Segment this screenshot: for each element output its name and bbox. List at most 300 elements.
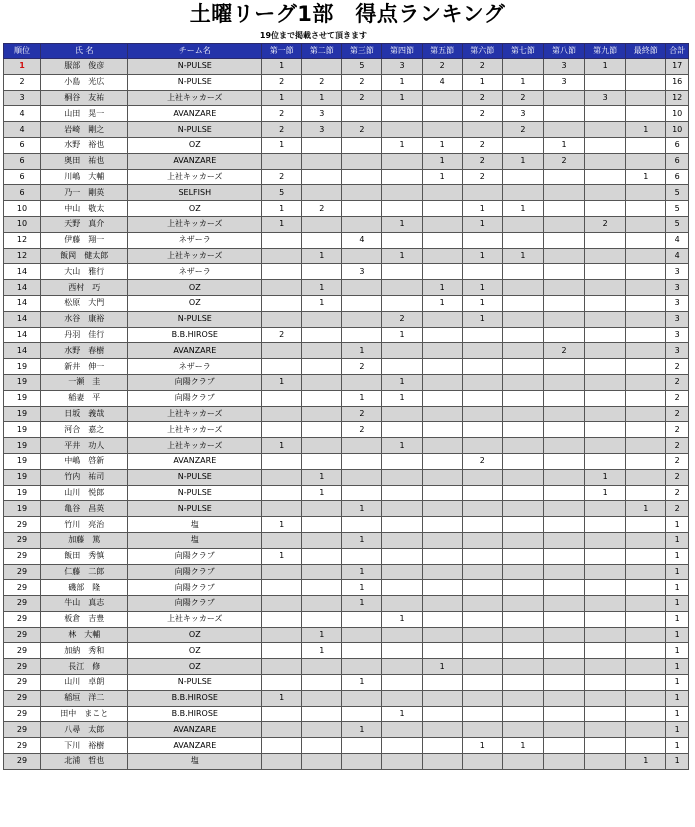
total-goals-cell: 16 — [666, 74, 689, 90]
section-goals-cell: 1 — [382, 137, 422, 153]
section-goals-cell: 2 — [585, 216, 626, 232]
section-goals-cell — [543, 469, 584, 485]
section-goals-cell — [502, 374, 543, 390]
section-goals-cell — [382, 564, 422, 580]
section-goals-cell — [262, 675, 302, 691]
section-goals-cell: 1 — [422, 280, 462, 296]
team-name-cell: ネザーラ — [128, 359, 262, 375]
section-goals-cell — [543, 264, 584, 280]
team-name-cell: 向陽クラブ — [128, 374, 262, 390]
section-goals-cell: 1 — [342, 343, 382, 359]
section-goals-cell — [626, 564, 666, 580]
total-goals-cell: 6 — [666, 137, 689, 153]
section-goals-cell — [585, 659, 626, 675]
rank-cell: 10 — [4, 201, 41, 217]
section-goals-cell — [422, 690, 462, 706]
total-goals-cell: 1 — [666, 627, 689, 643]
section-goals-cell — [462, 627, 502, 643]
rank-cell: 2 — [4, 74, 41, 90]
section-goals-cell — [462, 232, 502, 248]
team-name-cell: 上社キッカーズ — [128, 169, 262, 185]
section-goals-cell: 1 — [502, 153, 543, 169]
section-goals-cell: 1 — [262, 137, 302, 153]
total-goals-cell: 2 — [666, 374, 689, 390]
section-goals-cell: 1 — [382, 90, 422, 106]
section-goals-cell: 1 — [462, 295, 502, 311]
table-row — [4, 659, 689, 675]
section-goals-cell: 2 — [462, 137, 502, 153]
table-row — [4, 137, 689, 153]
section-goals-cell — [262, 422, 302, 438]
section-goals-cell — [302, 706, 342, 722]
section-goals-cell: 1 — [262, 201, 302, 217]
section-goals-cell — [382, 185, 422, 201]
rank-cell: 14 — [4, 295, 41, 311]
section-goals-cell — [422, 596, 462, 612]
section-goals-cell — [462, 390, 502, 406]
player-name-cell: 乃一 剛英 — [41, 185, 128, 201]
section-goals-cell — [543, 675, 584, 691]
section-goals-cell — [262, 390, 302, 406]
section-goals-cell — [382, 232, 422, 248]
table-row — [4, 216, 689, 232]
section-goals-cell — [502, 580, 543, 596]
section-goals-cell — [462, 548, 502, 564]
total-goals-cell: 17 — [666, 59, 689, 75]
table-row — [4, 406, 689, 422]
total-goals-cell: 2 — [666, 438, 689, 454]
table-row — [4, 611, 689, 627]
section-goals-cell: 1 — [626, 501, 666, 517]
table-row — [4, 201, 689, 217]
section-goals-cell — [302, 517, 342, 533]
section-goals-cell — [585, 738, 626, 754]
section-goals-cell — [462, 264, 502, 280]
section-goals-cell — [543, 359, 584, 375]
section-goals-cell — [502, 390, 543, 406]
section-goals-cell — [422, 580, 462, 596]
section-goals-cell: 1 — [302, 295, 342, 311]
section-goals-cell — [626, 74, 666, 90]
player-name-cell: 丹羽 佳行 — [41, 327, 128, 343]
section-goals-cell — [262, 359, 302, 375]
section-goals-cell — [422, 406, 462, 422]
section-goals-cell — [342, 517, 382, 533]
table-row — [4, 327, 689, 343]
section-goals-cell — [462, 122, 502, 138]
team-name-cell: N-PULSE — [128, 485, 262, 501]
section-goals-cell — [502, 137, 543, 153]
section-goals-cell — [302, 232, 342, 248]
table-row — [4, 706, 689, 722]
total-goals-cell: 1 — [666, 580, 689, 596]
section-goals-cell — [422, 675, 462, 691]
section-goals-cell: 2 — [262, 106, 302, 122]
header-sec-5: 第五節 — [422, 44, 462, 59]
section-goals-cell — [626, 627, 666, 643]
table-row — [4, 453, 689, 469]
header-sec-9: 第九節 — [585, 44, 626, 59]
table-row — [4, 280, 689, 296]
section-goals-cell: 1 — [262, 216, 302, 232]
section-goals-cell — [585, 106, 626, 122]
section-goals-cell — [543, 596, 584, 612]
section-goals-cell — [342, 201, 382, 217]
section-goals-cell — [462, 438, 502, 454]
section-goals-cell — [502, 216, 543, 232]
section-goals-cell — [585, 501, 626, 517]
section-goals-cell — [585, 706, 626, 722]
player-name-cell: 磯部 隆 — [41, 580, 128, 596]
section-goals-cell — [462, 359, 502, 375]
team-name-cell: N-PULSE — [128, 59, 262, 75]
section-goals-cell: 1 — [382, 611, 422, 627]
section-goals-cell: 3 — [502, 106, 543, 122]
table-row — [4, 422, 689, 438]
section-goals-cell — [302, 359, 342, 375]
total-goals-cell: 1 — [666, 690, 689, 706]
section-goals-cell — [626, 232, 666, 248]
section-goals-cell — [502, 517, 543, 533]
table-row — [4, 643, 689, 659]
total-goals-cell: 1 — [666, 738, 689, 754]
section-goals-cell — [302, 422, 342, 438]
section-goals-cell — [502, 422, 543, 438]
section-goals-cell: 2 — [302, 201, 342, 217]
rank-cell: 29 — [4, 738, 41, 754]
rank-cell: 19 — [4, 374, 41, 390]
team-name-cell: ネザーラ — [128, 264, 262, 280]
section-goals-cell — [422, 754, 462, 770]
section-goals-cell — [502, 548, 543, 564]
section-goals-cell — [626, 548, 666, 564]
player-name-cell: 新井 伸一 — [41, 359, 128, 375]
section-goals-cell: 2 — [462, 106, 502, 122]
player-name-cell: 竹川 亮治 — [41, 517, 128, 533]
table-row — [4, 485, 689, 501]
rank-cell: 12 — [4, 232, 41, 248]
section-goals-cell: 4 — [422, 74, 462, 90]
section-goals-cell — [342, 453, 382, 469]
section-goals-cell — [302, 754, 342, 770]
rank-cell: 14 — [4, 343, 41, 359]
section-goals-cell — [382, 122, 422, 138]
section-goals-cell — [585, 74, 626, 90]
section-goals-cell — [543, 232, 584, 248]
section-goals-cell — [382, 754, 422, 770]
rank-cell: 6 — [4, 169, 41, 185]
rank-cell: 29 — [4, 532, 41, 548]
section-goals-cell — [382, 343, 422, 359]
table-row — [4, 359, 689, 375]
section-goals-cell — [543, 185, 584, 201]
table-row — [4, 564, 689, 580]
total-goals-cell: 3 — [666, 311, 689, 327]
total-goals-cell: 2 — [666, 453, 689, 469]
section-goals-cell — [502, 59, 543, 75]
section-goals-cell: 1 — [342, 501, 382, 517]
section-goals-cell — [462, 690, 502, 706]
section-goals-cell — [585, 343, 626, 359]
section-goals-cell — [342, 627, 382, 643]
section-goals-cell — [422, 422, 462, 438]
section-goals-cell — [422, 517, 462, 533]
total-goals-cell: 3 — [666, 295, 689, 311]
rank-cell: 14 — [4, 280, 41, 296]
section-goals-cell — [585, 722, 626, 738]
total-goals-cell: 1 — [666, 517, 689, 533]
section-goals-cell — [462, 675, 502, 691]
total-goals-cell: 4 — [666, 248, 689, 264]
section-goals-cell — [626, 216, 666, 232]
total-goals-cell: 3 — [666, 343, 689, 359]
section-goals-cell — [543, 201, 584, 217]
table-row — [4, 311, 689, 327]
section-goals-cell — [262, 596, 302, 612]
section-goals-cell — [585, 201, 626, 217]
player-name-cell: 水野 裕也 — [41, 137, 128, 153]
player-name-cell: 板倉 吉豊 — [41, 611, 128, 627]
section-goals-cell — [462, 659, 502, 675]
section-goals-cell — [342, 106, 382, 122]
section-goals-cell — [543, 580, 584, 596]
team-name-cell: 上社キッカーズ — [128, 248, 262, 264]
team-name-cell: AVANZARE — [128, 453, 262, 469]
section-goals-cell — [382, 738, 422, 754]
section-goals-cell — [502, 438, 543, 454]
total-goals-cell: 10 — [666, 122, 689, 138]
section-goals-cell — [626, 643, 666, 659]
section-goals-cell: 1 — [585, 469, 626, 485]
section-goals-cell — [543, 295, 584, 311]
team-name-cell: 上社キッカーズ — [128, 438, 262, 454]
section-goals-cell — [382, 153, 422, 169]
section-goals-cell — [543, 501, 584, 517]
section-goals-cell: 5 — [262, 185, 302, 201]
rank-cell: 29 — [4, 722, 41, 738]
section-goals-cell: 1 — [422, 295, 462, 311]
section-goals-cell — [585, 280, 626, 296]
section-goals-cell — [585, 564, 626, 580]
section-goals-cell — [462, 754, 502, 770]
section-goals-cell — [543, 485, 584, 501]
rank-cell: 29 — [4, 659, 41, 675]
total-goals-cell: 5 — [666, 201, 689, 217]
section-goals-cell — [302, 343, 342, 359]
section-goals-cell — [342, 185, 382, 201]
rank-cell: 12 — [4, 248, 41, 264]
player-name-cell: 仁藤 二郎 — [41, 564, 128, 580]
team-name-cell: AVANZARE — [128, 106, 262, 122]
section-goals-cell — [543, 706, 584, 722]
rank-cell: 29 — [4, 643, 41, 659]
team-name-cell: 上社キッカーズ — [128, 216, 262, 232]
table-row — [4, 374, 689, 390]
player-name-cell: 牛山 真志 — [41, 596, 128, 612]
table-row — [4, 675, 689, 691]
team-name-cell: 向陽クラブ — [128, 564, 262, 580]
section-goals-cell — [262, 295, 302, 311]
player-name-cell: 田中 まこと — [41, 706, 128, 722]
team-name-cell: 塩 — [128, 754, 262, 770]
header-rank: 順位 — [4, 44, 41, 59]
section-goals-cell — [422, 327, 462, 343]
rank-cell: 29 — [4, 611, 41, 627]
section-goals-cell — [626, 469, 666, 485]
section-goals-cell — [462, 469, 502, 485]
section-goals-cell — [502, 754, 543, 770]
section-goals-cell — [462, 706, 502, 722]
table-row — [4, 548, 689, 564]
section-goals-cell: 1 — [302, 90, 342, 106]
section-goals-cell — [262, 153, 302, 169]
player-name-cell: 山川 悦郎 — [41, 485, 128, 501]
section-goals-cell — [543, 517, 584, 533]
section-goals-cell — [262, 659, 302, 675]
section-goals-cell: 2 — [462, 90, 502, 106]
section-goals-cell — [302, 390, 342, 406]
team-name-cell: B.B.HIROSE — [128, 327, 262, 343]
section-goals-cell: 2 — [462, 59, 502, 75]
section-goals-cell — [462, 564, 502, 580]
section-goals-cell — [462, 596, 502, 612]
section-goals-cell — [302, 185, 342, 201]
section-goals-cell: 2 — [262, 169, 302, 185]
section-goals-cell — [262, 343, 302, 359]
section-goals-cell — [302, 580, 342, 596]
section-goals-cell — [543, 564, 584, 580]
section-goals-cell — [262, 643, 302, 659]
section-goals-cell — [262, 754, 302, 770]
player-name-cell: 加藤 篤 — [41, 532, 128, 548]
section-goals-cell: 1 — [262, 374, 302, 390]
section-goals-cell: 2 — [342, 359, 382, 375]
section-goals-cell — [543, 754, 584, 770]
header-sec-7: 第七節 — [502, 44, 543, 59]
section-goals-cell — [502, 343, 543, 359]
rank-cell: 4 — [4, 122, 41, 138]
table-row — [4, 295, 689, 311]
section-goals-cell — [585, 327, 626, 343]
section-goals-cell — [462, 611, 502, 627]
player-name-cell: 八尋 太郎 — [41, 722, 128, 738]
section-goals-cell — [302, 406, 342, 422]
section-goals-cell — [422, 469, 462, 485]
section-goals-cell — [462, 406, 502, 422]
section-goals-cell — [462, 185, 502, 201]
section-goals-cell — [422, 390, 462, 406]
section-goals-cell — [585, 137, 626, 153]
section-goals-cell — [302, 611, 342, 627]
section-goals-cell — [382, 453, 422, 469]
section-goals-cell — [342, 643, 382, 659]
section-goals-cell: 2 — [462, 153, 502, 169]
section-goals-cell — [342, 690, 382, 706]
section-goals-cell — [262, 611, 302, 627]
section-goals-cell: 1 — [342, 532, 382, 548]
section-goals-cell — [382, 106, 422, 122]
total-goals-cell: 3 — [666, 280, 689, 296]
section-goals-cell — [422, 106, 462, 122]
section-goals-cell — [543, 422, 584, 438]
section-goals-cell — [462, 517, 502, 533]
section-goals-cell — [382, 201, 422, 217]
section-goals-cell: 2 — [543, 153, 584, 169]
section-goals-cell — [462, 722, 502, 738]
team-name-cell: AVANZARE — [128, 153, 262, 169]
section-goals-cell: 1 — [262, 59, 302, 75]
total-goals-cell: 2 — [666, 469, 689, 485]
section-goals-cell — [342, 311, 382, 327]
section-goals-cell: 2 — [422, 59, 462, 75]
section-goals-cell — [543, 611, 584, 627]
rank-cell: 19 — [4, 438, 41, 454]
section-goals-cell — [626, 611, 666, 627]
section-goals-cell: 1 — [502, 201, 543, 217]
section-goals-cell — [302, 438, 342, 454]
section-goals-cell — [502, 311, 543, 327]
table-row — [4, 722, 689, 738]
section-goals-cell — [302, 501, 342, 517]
section-goals-cell — [585, 153, 626, 169]
header-sec-2: 第二節 — [302, 44, 342, 59]
section-goals-cell — [585, 754, 626, 770]
section-goals-cell — [462, 343, 502, 359]
total-goals-cell: 1 — [666, 706, 689, 722]
section-goals-cell — [342, 374, 382, 390]
section-goals-cell — [502, 359, 543, 375]
section-goals-cell — [302, 564, 342, 580]
team-name-cell: 上社キッカーズ — [128, 90, 262, 106]
section-goals-cell: 2 — [262, 74, 302, 90]
section-goals-cell — [302, 327, 342, 343]
section-goals-cell — [262, 501, 302, 517]
section-goals-cell — [422, 232, 462, 248]
player-name-cell: 伊藤 翔一 — [41, 232, 128, 248]
rank-cell: 29 — [4, 675, 41, 691]
section-goals-cell — [626, 706, 666, 722]
rank-cell: 3 — [4, 90, 41, 106]
rank-cell: 29 — [4, 627, 41, 643]
section-goals-cell — [422, 564, 462, 580]
rank-cell: 19 — [4, 390, 41, 406]
section-goals-cell — [382, 406, 422, 422]
section-goals-cell — [626, 453, 666, 469]
section-goals-cell — [543, 90, 584, 106]
section-goals-cell — [585, 406, 626, 422]
player-name-cell: 西村 巧 — [41, 280, 128, 296]
section-goals-cell — [626, 327, 666, 343]
section-goals-cell — [382, 690, 422, 706]
player-name-cell: 服部 俊彦 — [41, 59, 128, 75]
section-goals-cell — [626, 675, 666, 691]
section-goals-cell — [422, 248, 462, 264]
section-goals-cell — [543, 122, 584, 138]
section-goals-cell — [626, 422, 666, 438]
section-goals-cell — [422, 90, 462, 106]
section-goals-cell: 2 — [262, 327, 302, 343]
section-goals-cell: 2 — [342, 90, 382, 106]
header-sec-final: 最終節 — [626, 44, 666, 59]
total-goals-cell: 2 — [666, 406, 689, 422]
team-name-cell: 向陽クラブ — [128, 580, 262, 596]
section-goals-cell: 2 — [502, 122, 543, 138]
section-goals-cell — [543, 738, 584, 754]
section-goals-cell — [342, 738, 382, 754]
team-name-cell: N-PULSE — [128, 675, 262, 691]
rank-cell: 4 — [4, 106, 41, 122]
section-goals-cell — [302, 169, 342, 185]
